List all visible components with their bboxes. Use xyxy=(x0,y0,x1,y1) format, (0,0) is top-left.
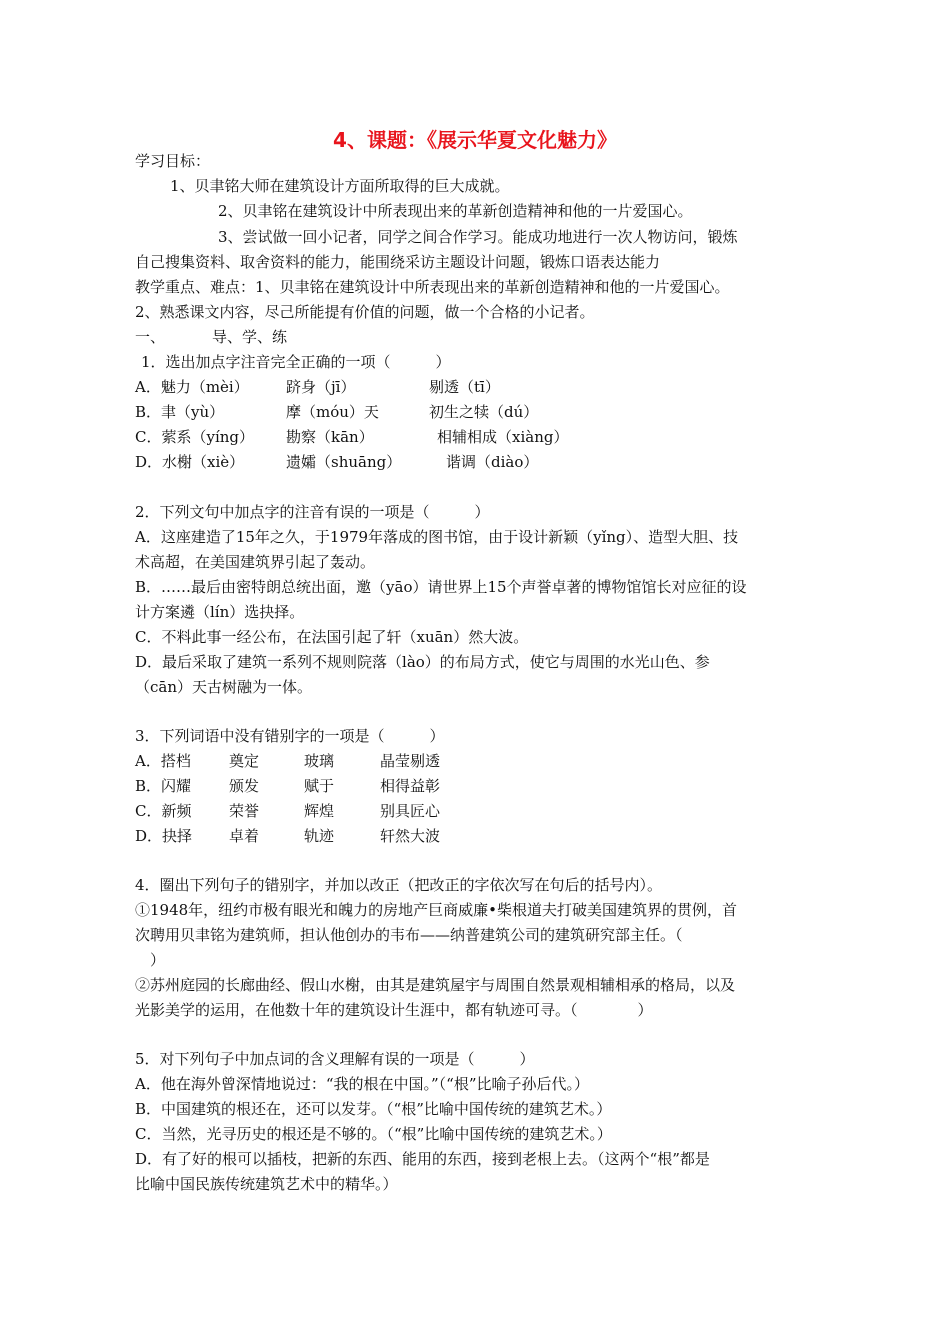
q3-option-b-2: 颁发 xyxy=(229,777,260,795)
objective-item-2: 2、贝聿铭在建筑设计中所表现出来的革新创造精神和他的一片爱国心。 xyxy=(218,202,693,220)
q2-stem: 2．下列文句中加点字的注音有误的一项是（ ） xyxy=(135,503,490,521)
q3-option-d-3: 轨迹 xyxy=(304,827,335,845)
q4-line-5: 光影美学的运用，在他数十年的建筑设计生涯中，都有轨迹可寻。（ ） xyxy=(135,1001,653,1019)
q1-option-d-3: 谐调（diào） xyxy=(446,453,539,471)
q1-option-b-1: B．聿（yù） xyxy=(135,403,225,421)
q5-line-5: 比喻中国民族传统建筑艺术中的精华。） xyxy=(135,1175,398,1193)
q3-stem: 3．下列词语中没有错别字的一项是（ ） xyxy=(135,727,445,745)
q3-option-b-1: B．闪耀 xyxy=(135,777,192,795)
q5-line-3: C．当然，光寻历史的根还是不够的。（“根”比喻中国传统的建筑艺术。） xyxy=(135,1125,612,1143)
q3-option-a-3: 玻璃 xyxy=(304,752,335,770)
objective-item-3: 3、尝试做一回小记者，同学之间合作学习。能成功地进行一次人物访问，锻炼 xyxy=(218,228,738,246)
q4-stem: 4．圈出下列句子的错别字，并加以改正（把改正的字依次写在句后的括号内）。 xyxy=(135,876,663,894)
q2-line-3: B．……最后由密特朗总统出面，邀（yāo）请世界上15个声誉卓著的博物馆馆长对应征的设 xyxy=(135,578,747,596)
q1-option-b-2: 摩（móu）天 xyxy=(286,403,379,421)
q2-line-4: 计方案遴（lín）选抉择。 xyxy=(135,603,305,621)
q3-option-a-4: 晶莹剔透 xyxy=(380,752,441,770)
q1-option-a-3: 剔透（tī） xyxy=(429,378,500,396)
q1-option-c-3: 相辅相成（xiàng） xyxy=(437,428,569,446)
q1-stem: 1．选出加点字注音完全正确的一项（ ） xyxy=(141,353,451,371)
objective-item-1: 1、贝聿铭大师在建筑设计方面所取得的巨大成就。 xyxy=(170,177,510,195)
q1-option-c-1: C．萦系（yíng） xyxy=(135,428,255,446)
focus-line-1: 教学重点、难点：1、贝聿铭在建筑设计中所表现出来的革新创造精神和他的一片爱国心。 xyxy=(135,278,730,296)
objective-item-3-cont: 自己搜集资料、取舍资料的能力，能围绕采访主题设计问题，锻炼口语表达能力 xyxy=(135,253,661,271)
q4-line-2: 次聘用贝聿铭为建筑师，担认他创办的韦布——纳普建筑公司的建筑研究部主任。（ xyxy=(135,926,683,944)
page-title: 4、课题：《展示华夏文化魅力》 xyxy=(333,128,617,152)
q2-line-7: （cān）天古树融为一体。 xyxy=(135,678,313,696)
q1-option-d-1: D．水榭（xiè） xyxy=(135,453,245,471)
q5-line-1: A．他在海外曾深情地说过：“我的根在中国。”（“根”比喻子孙后代。） xyxy=(135,1075,590,1093)
q4-line-1: ①1948年，纽约市极有眼光和魄力的房地产巨商威廉•柴根道夫打破美国建筑界的贯例，首 xyxy=(135,901,738,919)
q5-line-4: D．有了好的根可以插枝，把新的东西、能用的东西，接到老根上去。（这两个“根”都是 xyxy=(135,1150,710,1168)
objectives-heading: 学习目标： xyxy=(135,152,211,170)
q1-option-c-2: 勘察（kān） xyxy=(286,428,374,446)
q3-option-c-4: 别具匠心 xyxy=(380,802,441,820)
q1-option-a-1: A．魅力（mèi） xyxy=(135,378,249,396)
q2-line-5: C．不料此事一经公布，在法国引起了轩（xuān）然大波。 xyxy=(135,628,529,646)
q3-option-d-1: D．抉择 xyxy=(135,827,193,845)
q5-line-2: B．中国建筑的根还在，还可以发芽。（“根”比喻中国传统的建筑艺术。） xyxy=(135,1100,612,1118)
q3-option-c-3: 辉煌 xyxy=(304,802,335,820)
q3-option-c-2: 荣誉 xyxy=(229,802,260,820)
q3-option-c-1: C．新频 xyxy=(135,802,192,820)
q3-option-a-2: 奠定 xyxy=(229,752,260,770)
q1-option-d-2: 遗孀（shuāng） xyxy=(286,453,402,471)
q1-option-b-3: 初生之犊（dú） xyxy=(429,403,539,421)
q3-option-d-2: 卓着 xyxy=(229,827,260,845)
q3-option-d-4: 轩然大波 xyxy=(380,827,441,845)
q5-stem: 5．对下列句子中加点词的含义理解有误的一项是（ ） xyxy=(135,1050,535,1068)
section-heading: 导、学、练 xyxy=(212,328,288,346)
q1-option-a-2: 跻身（jī） xyxy=(286,378,356,396)
q4-line-3: ） xyxy=(135,951,166,969)
q2-line-2: 术高超，在美国建筑界引起了轰动。 xyxy=(135,553,376,571)
q3-option-b-4: 相得益彰 xyxy=(380,777,441,795)
q4-line-4: ②苏州庭园的长廊曲经、假山水榭，由其是建筑屋宇与周围自然景观相辅相承的格局，以及 xyxy=(135,976,736,994)
q3-option-b-3: 赋于 xyxy=(304,777,335,795)
q2-line-1: A．这座建造了15年之久，于1979年落成的图书馆，由于设计新颖（yǐng）、造型大胆、技 xyxy=(135,528,739,546)
section-number: 一、 xyxy=(135,328,166,346)
q3-option-a-1: A．搭档 xyxy=(135,752,191,770)
q2-line-6: D．最后采取了建筑一系列不规则院落（lào）的布局方式，使它与周围的水光山色、参 xyxy=(135,653,710,671)
focus-line-2: 2、熟悉课文内容，尽己所能提有价值的问题，做一个合格的小记者。 xyxy=(135,303,595,321)
